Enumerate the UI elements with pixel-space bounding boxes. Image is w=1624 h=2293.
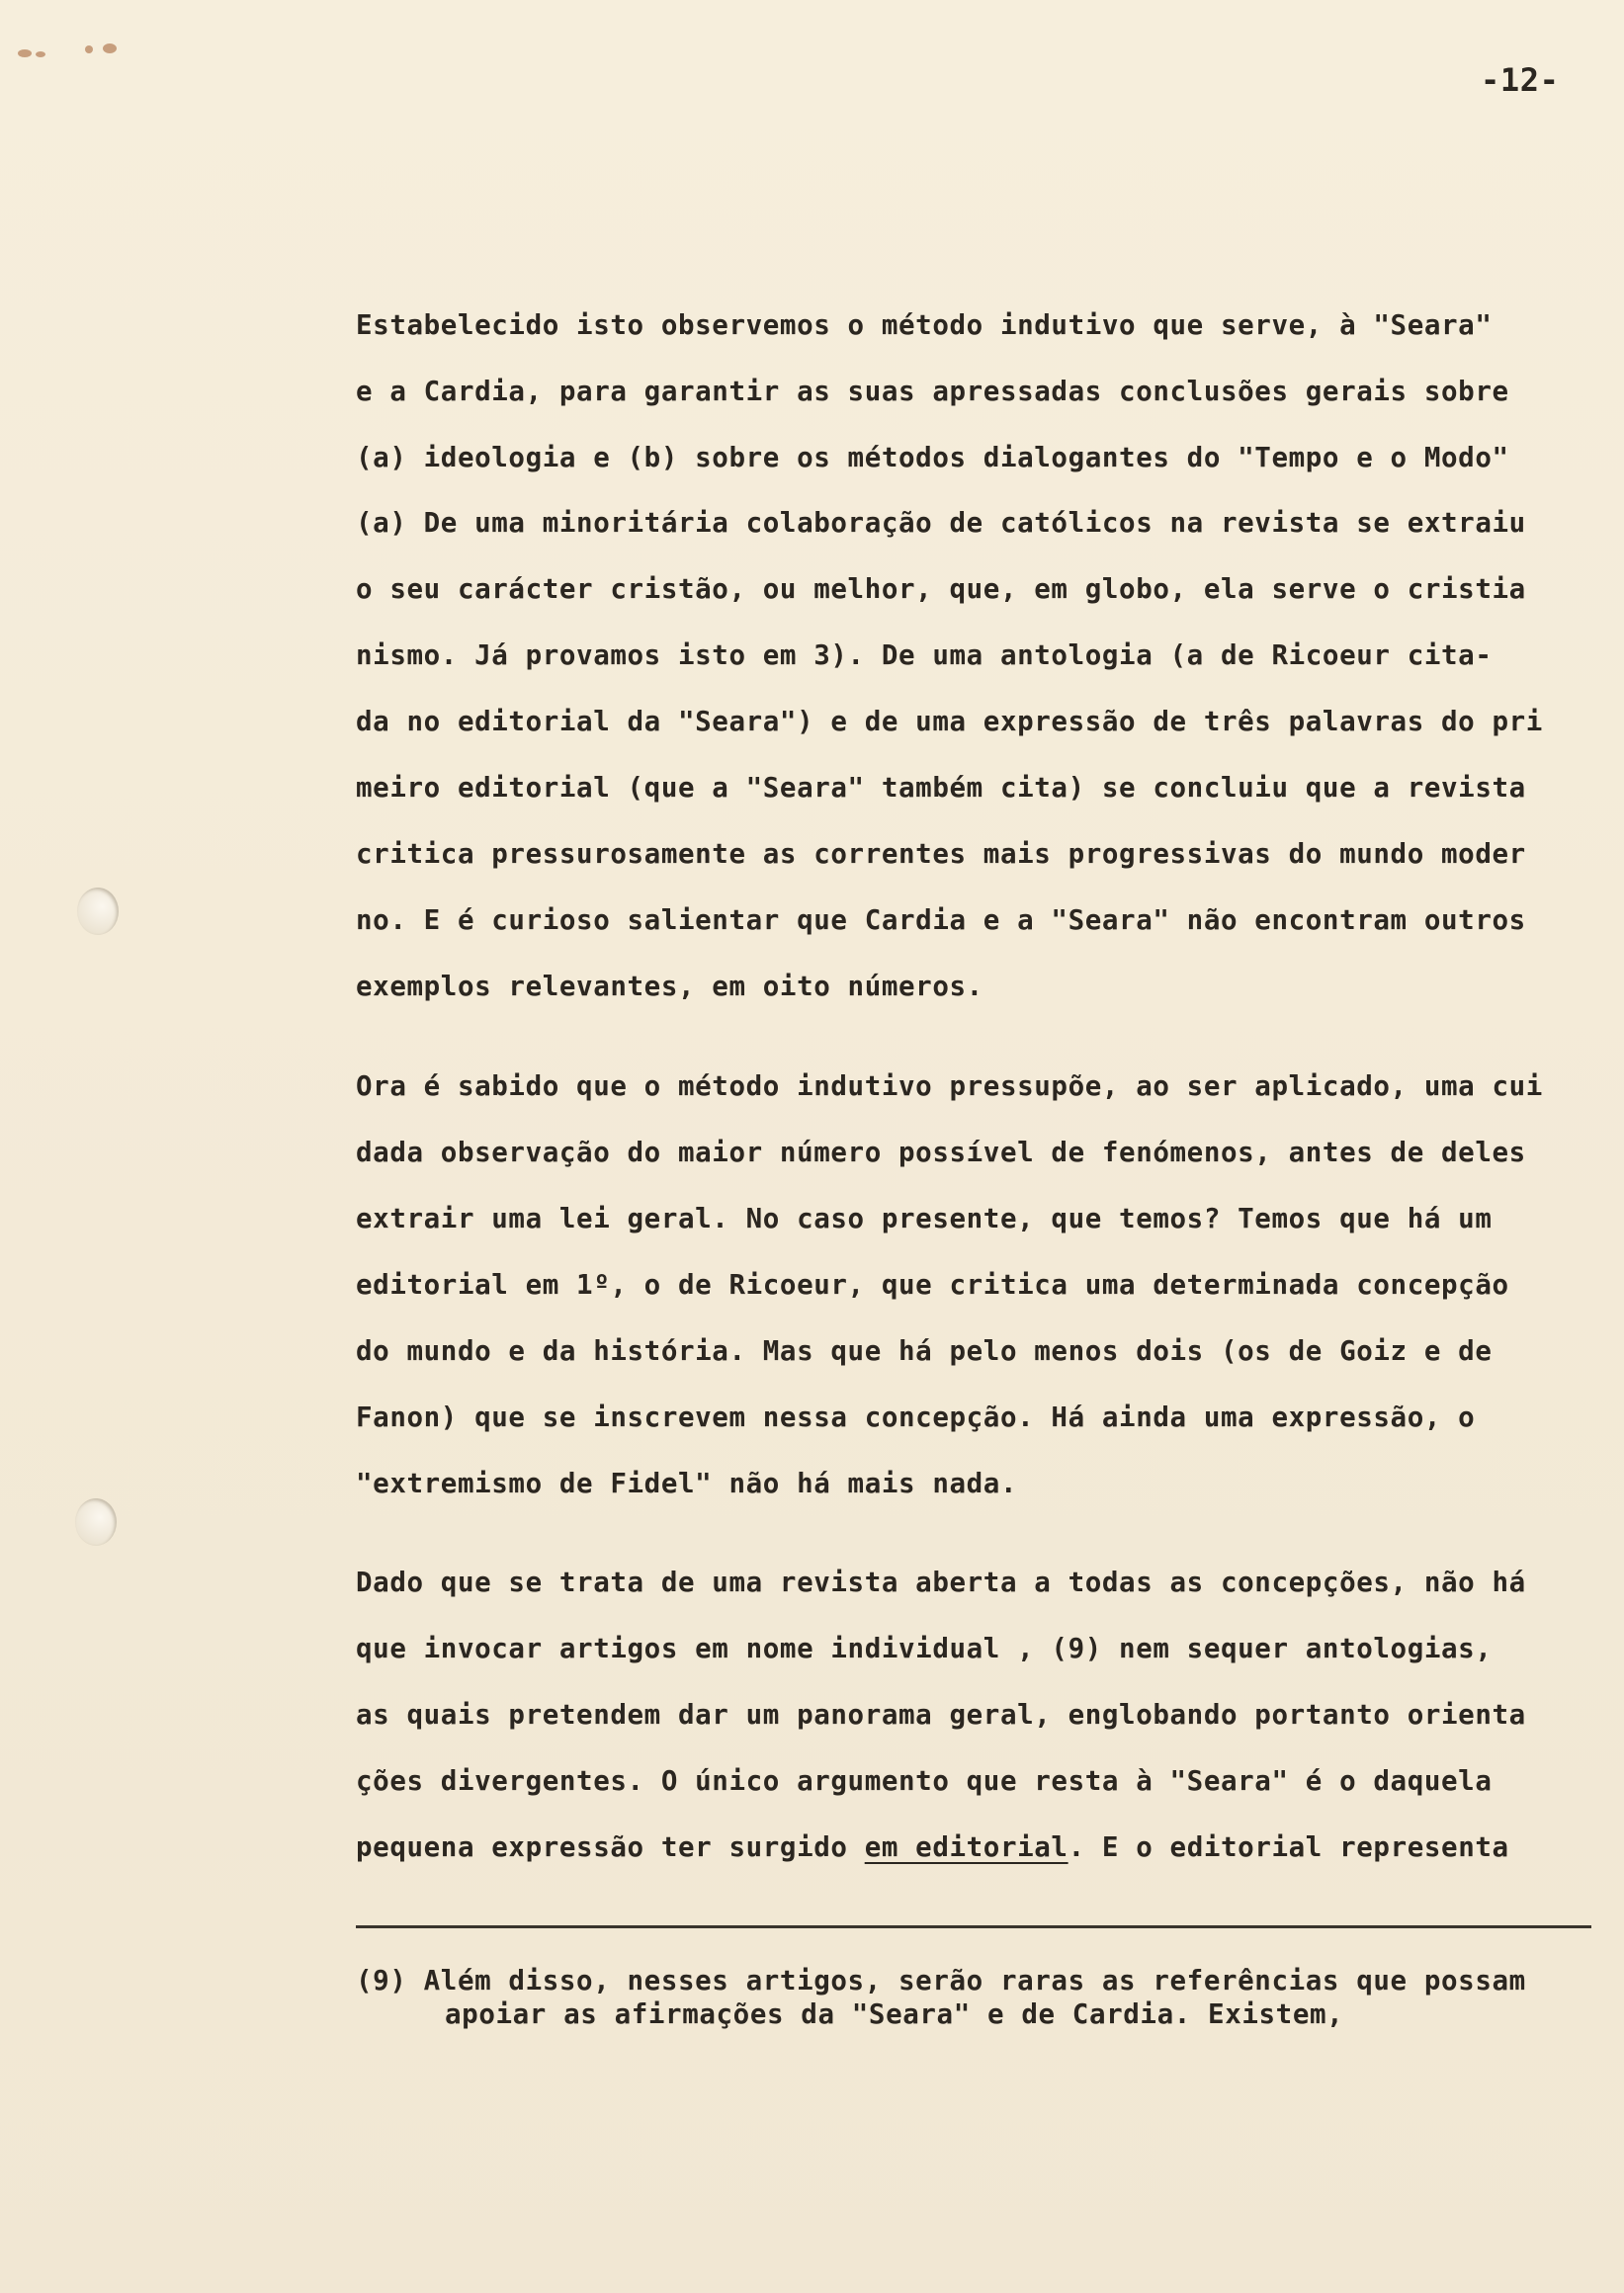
paragraph-line: (a) De uma minoritária colaboração de católicos na revista se extraiu xyxy=(356,507,1526,539)
paragraph-line xyxy=(356,1830,1509,1864)
paragraph-line: "extremismo de Fidel" não há mais nada. xyxy=(356,1468,1018,1499)
paragraph-line: editorial em 1º, o de Ricoeur, que critica uma determinada concepção xyxy=(356,1269,1509,1301)
punch-hole xyxy=(75,1498,117,1546)
ink-stain xyxy=(36,51,45,57)
paragraph-line: meiro editorial (que a "Seara" também cita) se concluiu que a revista xyxy=(356,772,1526,804)
paragraph-line: ções divergentes. O único argumento que resta à "Seara" é o daquela xyxy=(356,1765,1493,1797)
ink-stain xyxy=(85,45,93,53)
paragraph-line: exemplos relevantes, em oito números. xyxy=(356,971,983,1002)
footnote-line: (9) Além disso, nesses artigos, serão raras as referências que possam xyxy=(356,1965,1526,1996)
footnote-divider xyxy=(356,1925,1591,1928)
line-text: . E o editorial representa xyxy=(1068,1831,1509,1863)
paragraph-line: Dado que se trata de uma revista aberta a todas as concepções, não há xyxy=(356,1567,1526,1598)
paragraph-line: dada observação do maior número possível de fenómenos, antes de deles xyxy=(356,1137,1526,1168)
line-text: pequena expressão ter surgido xyxy=(356,1831,865,1863)
ink-stain xyxy=(103,43,117,53)
footnote-line: apoiar as afirmações da "Seara" e de Cardia. Existem, xyxy=(445,1998,1344,2030)
paragraph-line: no. E é curioso salientar que Cardia e a "Seara" não encontram outros xyxy=(356,904,1526,936)
page-number: -12- xyxy=(1481,61,1560,99)
paragraph-line: extrair uma lei geral. No caso presente, que temos? Temos que há um xyxy=(356,1203,1493,1234)
paragraph-line: do mundo e da história. Mas que há pelo menos dois (os de Goiz e de xyxy=(356,1335,1493,1367)
underlined-phrase: em editorial xyxy=(864,1831,1068,1863)
paragraph-line: as quais pretendem dar um panorama geral, englobando portanto orienta xyxy=(356,1699,1526,1731)
paragraph-line: nismo. Já provamos isto em 3). De uma antologia (a de Ricoeur cita- xyxy=(356,639,1493,671)
paragraph-line: da no editorial da "Seara") e de uma expressão de três palavras do pri xyxy=(356,706,1543,737)
paragraph-line: (a) ideologia e (b) sobre os métodos dialogantes do "Tempo e o Modo" xyxy=(356,442,1509,473)
paragraph-line: Ora é sabido que o método indutivo pressupõe, ao ser aplicado, uma cui xyxy=(356,1070,1543,1102)
paragraph-line: critica pressurosamente as correntes mais progressivas do mundo moder xyxy=(356,838,1526,870)
punch-hole xyxy=(77,888,119,935)
paragraph-line: Estabelecido isto observemos o método indutivo que serve, à "Seara" xyxy=(356,309,1493,341)
paragraph-line: e a Cardia, para garantir as suas apressadas conclusões gerais sobre xyxy=(356,376,1509,407)
paragraph-line: que invocar artigos em nome individual , (9) nem sequer antologias, xyxy=(356,1633,1493,1664)
paragraph-line: Fanon) que se inscrevem nessa concepção. Há ainda uma expressão, o xyxy=(356,1401,1476,1433)
paragraph-line: o seu carácter cristão, ou melhor, que, em globo, ela serve o cristia xyxy=(356,573,1526,605)
ink-stain xyxy=(18,49,32,57)
